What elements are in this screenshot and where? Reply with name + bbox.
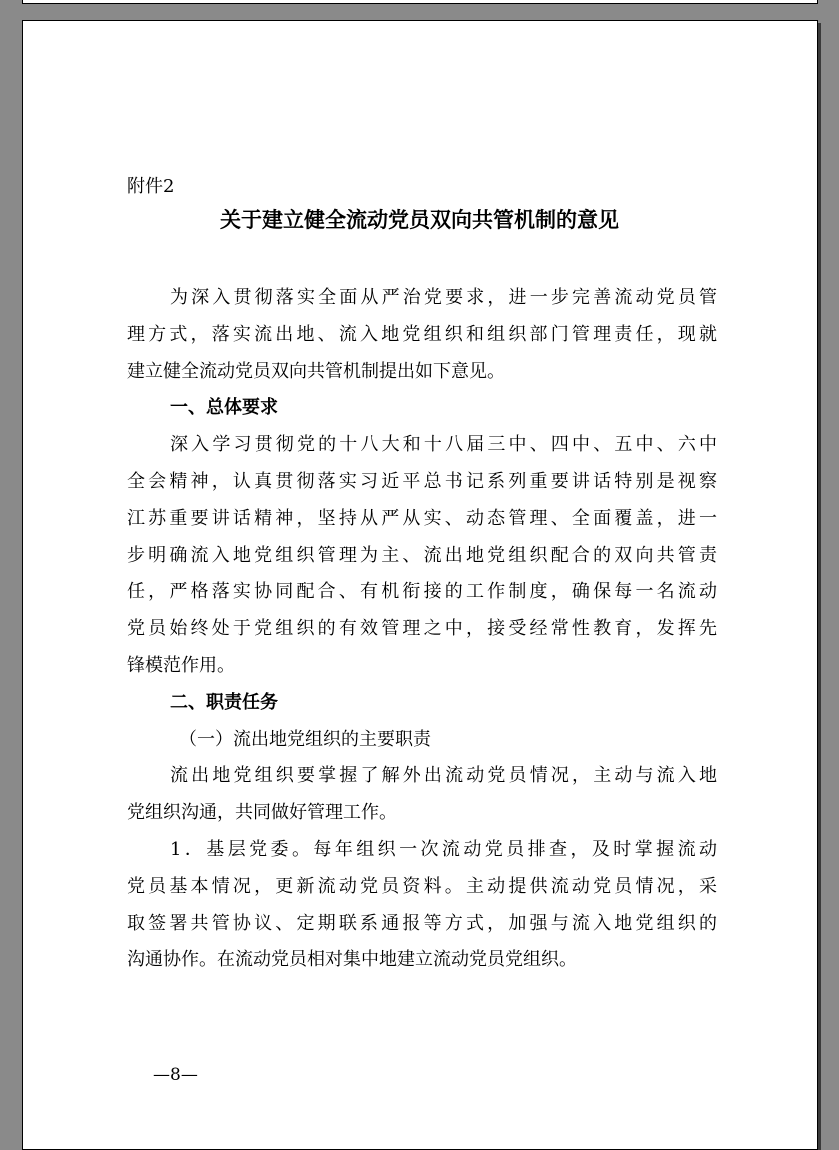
paragraph-line: 为深入贯彻落实全面从严治党要求，进一步完善流动党员管 xyxy=(170,287,717,308)
page-number: —8— xyxy=(153,1065,198,1085)
paragraph-line: 党组织沟通，共同做好管理工作。 xyxy=(127,802,397,824)
paragraph-line: 1．基层党委。每年组织一次流动党员排查，及时掌握流动 xyxy=(170,838,717,860)
paragraph-line: 流出地党组织要掌握了解外出流动党员情况，主动与流入地 xyxy=(170,765,717,787)
document-title: 关于建立健全流动党员双向共管机制的意见 xyxy=(220,207,619,232)
section-heading: 一、总体要求 xyxy=(170,397,278,419)
section-heading: 二、职责任务 xyxy=(170,691,278,713)
paragraph-line: 理方式，落实流出地、流入地党组织和组织部门管理责任，现就 xyxy=(127,323,717,345)
document-body xyxy=(127,280,717,979)
paragraph-line: 建立健全流动党员双向共管机制提出如下意见。 xyxy=(127,360,505,382)
attachment-label: 附件2 xyxy=(127,176,175,197)
document-page xyxy=(22,20,818,1150)
paragraph-line: 任，严格落实协同配合、有机衔接的工作制度，确保每一名流动 xyxy=(127,581,717,603)
paragraph-line: 党员基本情况，更新流动党员资料。主动提供流动党员情况，采 xyxy=(127,875,717,897)
paragraph-line: 取签署共管协议、定期联系通报等方式，加强与流入地党组织的 xyxy=(127,912,717,934)
subsection-heading: （一）流出地党组织的主要职责 xyxy=(179,728,431,750)
paragraph-line: 江苏重要讲话精神，坚持从严从实、动态管理、全面覆盖，进一 xyxy=(127,507,717,529)
paragraph-line: 锋模范作用。 xyxy=(127,654,235,676)
previous-page-edge xyxy=(22,0,818,4)
paragraph-line: 全会精神，认真贯彻落实习近平总书记系列重要讲话特别是视察 xyxy=(127,470,717,492)
paragraph-line: 深入学习贯彻党的十八大和十八届三中、四中、五中、六中 xyxy=(170,434,717,456)
paragraph-line: 步明确流入地党组织管理为主、流出地党组织配合的双向共管责 xyxy=(127,544,717,566)
paragraph-line: 党员始终处于党组织的有效管理之中，接受经常性教育，发挥先 xyxy=(127,618,717,640)
paragraph-line: 沟通协作。在流动党员相对集中地建立流动党员党组织。 xyxy=(127,949,577,971)
